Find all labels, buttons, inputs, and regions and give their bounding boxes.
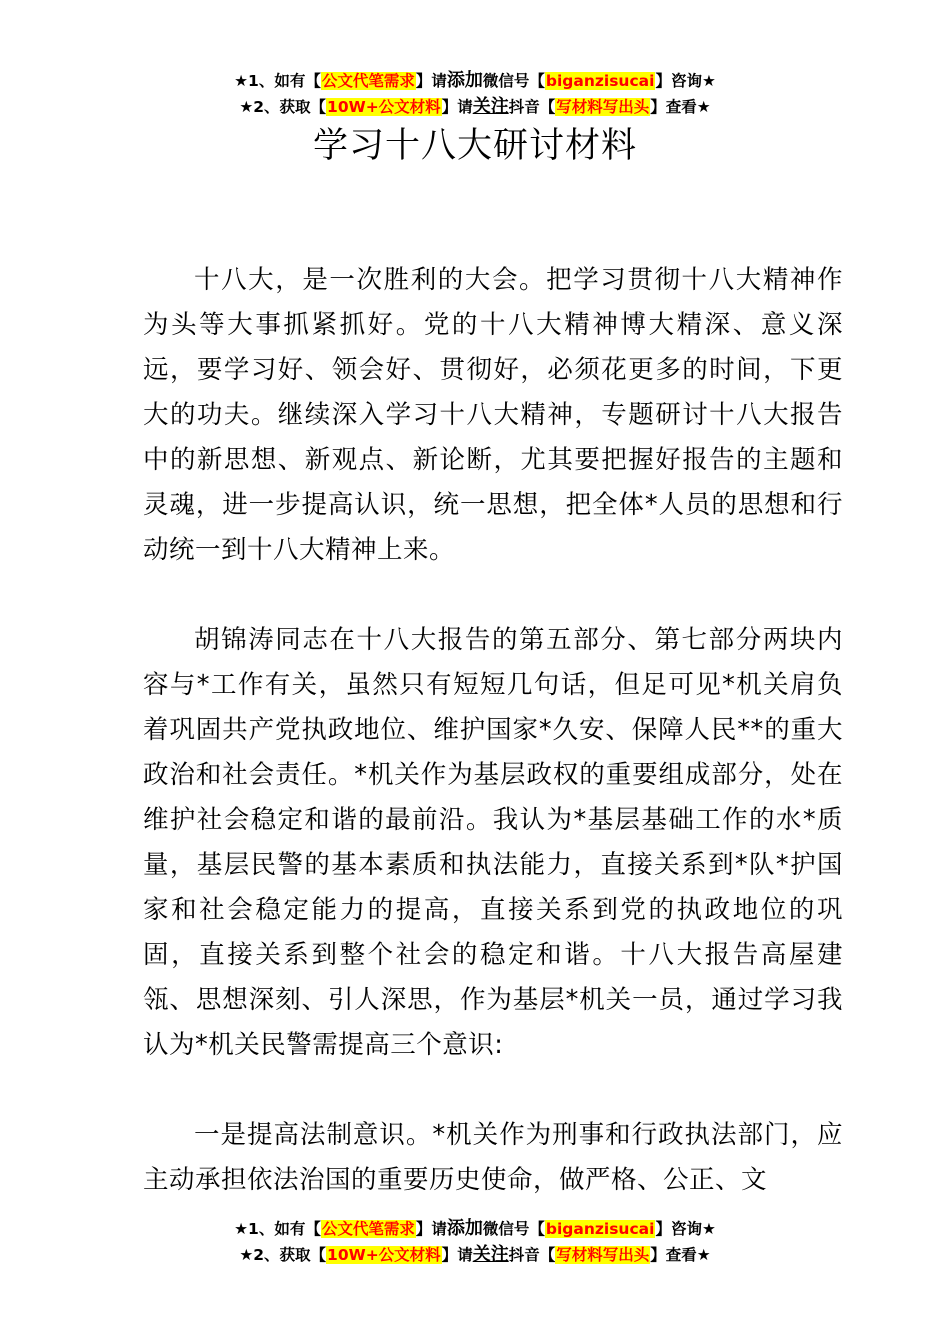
promo-wechat-id: biganzisucai	[545, 72, 655, 90]
promo-line-1-mid2: 微信号【	[482, 1220, 545, 1238]
promo-line-1	[0, 1216, 950, 1242]
promo-line-1-mid: 】请	[415, 1220, 447, 1238]
promo-line-2-suffix: 】查看★	[650, 98, 711, 116]
promo-line-2-mid: 】请	[441, 98, 473, 116]
promo-line-2	[0, 94, 950, 120]
promo-line-2-mid2: 抖音【	[508, 98, 556, 116]
promo-line-1	[0, 68, 950, 94]
promo-line-1-suffix: 】咨询★	[655, 1220, 716, 1238]
promo-douyin-account: 写材料写出头	[556, 1246, 650, 1264]
promo-line-2	[0, 1242, 950, 1268]
promo-service-highlight: 公文代笔需求	[321, 1220, 415, 1238]
promo-wechat-id: biganzisucai	[545, 1220, 655, 1238]
promo-materials-highlight: 10W+公文材料	[327, 98, 441, 116]
promo-line-2-suffix: 】查看★	[650, 1246, 711, 1264]
promo-douyin-account: 写材料写出头	[556, 98, 650, 116]
promo-add-emphasis: 添加	[446, 1218, 483, 1239]
promo-follow-emphasis: 关注	[472, 1244, 509, 1265]
promo-line-1-mid: 】请	[415, 72, 447, 90]
promo-line-2-mid2: 抖音【	[508, 1246, 556, 1264]
body-paragraph-3: 一是提高法制意识。*机关作为刑事和行政执法部门，应主动承担依法治国的重要历史使命，做严格、公正、文	[143, 1120, 843, 1195]
promo-line-1-prefix: ★1、如有【	[234, 1220, 321, 1238]
promo-service-highlight: 公文代笔需求	[321, 72, 415, 90]
promo-line-2-mid: 】请	[441, 1246, 473, 1264]
promo-materials-highlight: 10W+公文材料	[327, 1246, 441, 1264]
document-title: 学习十八大研讨材料	[312, 126, 637, 166]
document-body	[143, 258, 843, 1203]
body-paragraph-2: 胡锦涛同志在十八大报告的第五部分、第七部分两块内容与*工作有关，虽然只有短短几句话，但足可见*机关肩负着巩固共产党执政地位、维护国家*久安、保障人民**的重大政治和社会责任。*机关作为基层政权的重要组成部分，处在维护社会稳定和谐的最前沿。我认为*基层基础工作的水*质量，基层民警的基本素质和执法能力，直接关系到*队*护国家和社会稳定能力的提高，直接关系到党的执政地位的巩固，直接关系到整个社会的稳定和谐。十八大报告高屋建瓴、思想深刻、引人深思，作为基层*机关一员，通过学习我认为*机关民警需提高三个意识:	[143, 625, 843, 1060]
promo-line-1-suffix: 】咨询★	[655, 72, 716, 90]
promo-follow-emphasis: 关注	[472, 96, 509, 117]
header-promo-banner	[0, 68, 950, 120]
promo-line-2-prefix: ★2、获取【	[239, 98, 327, 116]
footer-promo-banner	[0, 1216, 950, 1268]
promo-add-emphasis: 添加	[446, 70, 483, 91]
promo-line-2-prefix: ★2、获取【	[239, 1246, 327, 1264]
promo-line-1-mid2: 微信号【	[482, 72, 545, 90]
promo-line-1-prefix: ★1、如有【	[234, 72, 321, 90]
body-paragraph-1: 十八大，是一次胜利的大会。把学习贯彻十八大精神作为头等大事抓紧抓好。党的十八大精神博大精深、意义深远，要学习好、领会好、贯彻好，必须花更多的时间，下更大的功夫。继续深入学习十八大精神，专题研讨十八大报告中的新思想、新观点、新论断，尤其要把握好报告的主题和灵魂，进一步提高认识，统一思想，把全体*人员的思想和行动统一到十八大精神上来。	[143, 265, 843, 565]
